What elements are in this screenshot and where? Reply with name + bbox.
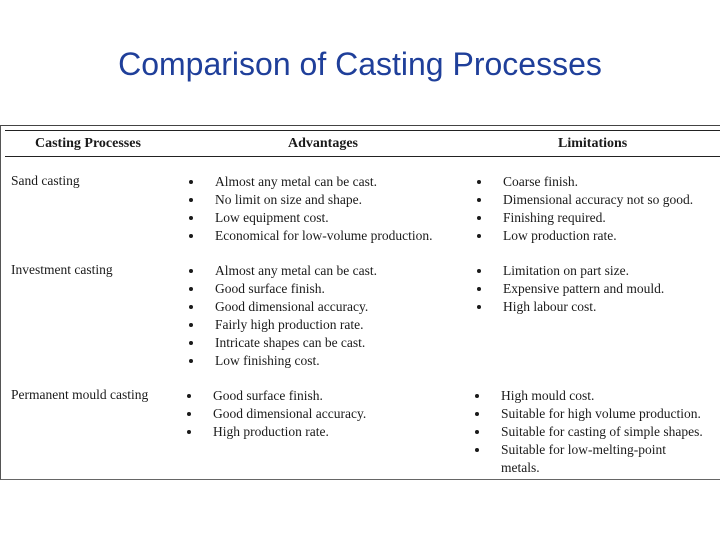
process-name: Permanent mould casting xyxy=(11,387,149,402)
list-item: Finishing required. xyxy=(477,209,693,227)
list-item: Suitable for low-melting-point xyxy=(475,441,703,459)
comparison-table xyxy=(0,125,720,480)
list-item: Low equipment cost. xyxy=(189,209,432,227)
list-item: Low production rate. xyxy=(477,227,693,245)
list-item: Limitation on part size. xyxy=(477,262,664,280)
list-item: Good dimensional accuracy. xyxy=(189,298,377,316)
process-name: Investment casting xyxy=(11,262,113,277)
list-item: Coarse finish. xyxy=(477,173,693,191)
list-item: No limit on size and shape. xyxy=(189,191,432,209)
list-item: Intricate shapes can be cast. xyxy=(189,334,377,352)
list-item: Good surface finish. xyxy=(187,387,366,405)
list-item: Low finishing cost. xyxy=(189,352,377,370)
list-item: Suitable for high volume production. xyxy=(475,405,703,423)
header-limitations: Limitations xyxy=(558,136,628,151)
list-item: Economical for low-volume production. xyxy=(189,227,432,245)
list-item: High production rate. xyxy=(187,423,366,441)
limitations-list xyxy=(477,262,664,316)
process-name: Sand casting xyxy=(11,173,80,188)
advantages-list xyxy=(187,387,366,441)
list-item: Almost any metal can be cast. xyxy=(189,262,377,280)
list-item: Suitable for casting of simple shapes. xyxy=(475,423,703,441)
list-item: Good dimensional accuracy. xyxy=(187,405,366,423)
advantages-list xyxy=(189,173,432,245)
list-item: Dimensional accuracy not so good. xyxy=(477,191,693,209)
header-casting-processes: Casting Processes xyxy=(35,136,141,151)
list-item: Fairly high production rate. xyxy=(189,316,377,334)
list-item: High mould cost. xyxy=(475,387,703,405)
header-advantages: Advantages xyxy=(288,136,359,151)
list-item: Expensive pattern and mould. xyxy=(477,280,664,298)
list-item: Good surface finish. xyxy=(189,280,377,298)
table-top-rule xyxy=(5,130,720,131)
slide-title: Comparison of Casting Processes xyxy=(118,46,602,82)
limitations-list xyxy=(477,173,693,245)
list-item-continuation: metals. xyxy=(501,460,540,475)
list-item: Almost any metal can be cast. xyxy=(189,173,432,191)
limitations-list xyxy=(475,387,703,477)
advantages-list xyxy=(189,262,377,370)
table-header-rule xyxy=(5,156,720,157)
list-item: High labour cost. xyxy=(477,298,664,316)
